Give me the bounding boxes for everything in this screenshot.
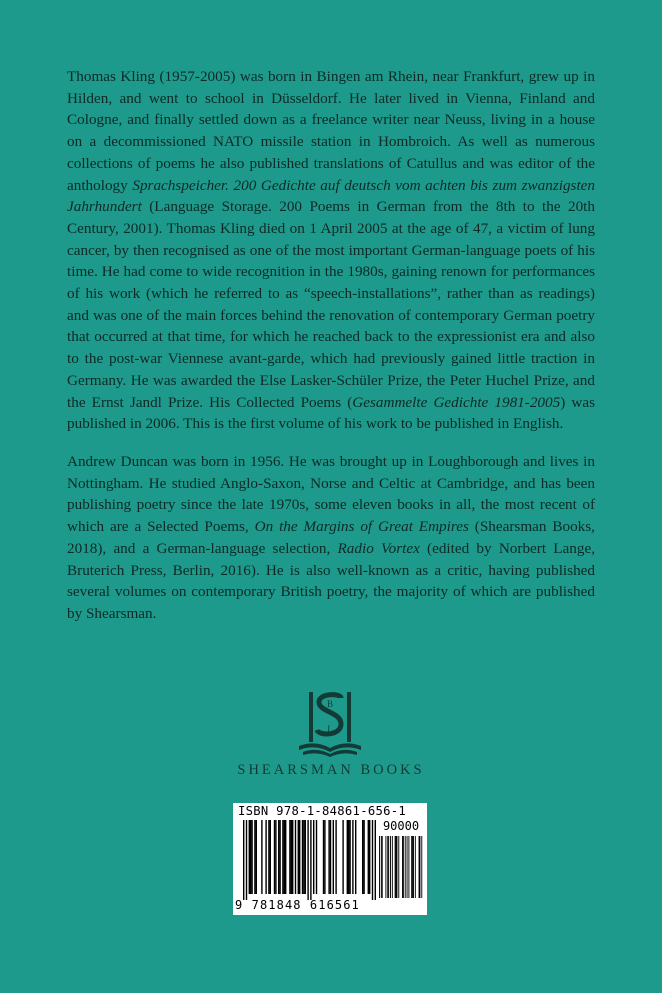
bio-italic-title: On the Margins of Great Empires: [254, 518, 469, 536]
bio-text: (edited by Norbert Lange, Bruterich Press, Berlin, 2016). He is also well-known as a critic, having published several volumes on contemporary British poetry, the majority of which are published by Shearsman.: [67, 539, 596, 622]
barcode-bar: [295, 820, 296, 894]
barcode-bar: [270, 820, 271, 894]
bio-text: Andrew Duncan was born in 1956. He was brought up in Loughborough and lives in Nottingham. He studied Anglo-Saxon, Norse and Celtic at Cambridge, and has been publishing poetry since the late 1970s, some eleven books in all, the most recent of which are a Selected Poems,: [67, 453, 595, 536]
barcode-bar: [243, 820, 244, 900]
barcode-bar: [395, 836, 396, 898]
barcode-bar: [285, 820, 286, 894]
barcode-bar: [369, 820, 370, 894]
barcode-bar: [392, 836, 393, 898]
barcode-bar: [352, 820, 353, 894]
barcode-bar: [274, 820, 275, 894]
bio-italic-title: Gesammelte Gedichte 1981-2005: [352, 393, 561, 411]
barcode-bar: [403, 836, 404, 898]
barcode-bar: [275, 820, 276, 894]
barcode-bar: [415, 836, 416, 898]
barcode-bar: [265, 820, 266, 894]
barcode-bar: [396, 836, 397, 898]
logo-letter-top: B: [326, 699, 334, 709]
barcode-bar: [307, 820, 308, 900]
barcode-bar: [349, 820, 350, 894]
barcode-bar: [313, 820, 314, 894]
barcode-bar: [250, 820, 251, 894]
isbn-text: ISBN 978-1-84861-656-1: [238, 804, 407, 818]
barcode-bar: [347, 820, 348, 894]
barcode-bar: [298, 820, 299, 894]
barcode-bar: [278, 820, 279, 894]
barcode-bar: [408, 836, 409, 898]
bio-text: ) was published in 2006. This is the first volume of his work to be published in English.: [67, 393, 595, 433]
bio-text: (Language Storage. 200 Poems in German from the 8th to the 20th Century, 2001). Thomas Kling died on 1 April 2005 at the age of 47, a victim of lung cancer, by then recognised as one of the most important German-language poets of his time. He had come to wide recognition in the 1980s, gaining renown for performances of his work (which he referred to as “speech-installations”, rather than as readings) and was one of the main forces behind the renovation of contemporary German poetry that occurred at that time, for which he reached back to the expressionist era and also to the post-war Viennese avant-garde, which had previously gained little traction in Germany. He was awarded the Else Lasker-Schüler Prize, the Peter Huchel Prize, and the Ernst Jandl Prize. His Collected Poems (: [67, 198, 595, 411]
barcode-bar: [261, 820, 262, 894]
barcode-bar: [305, 820, 306, 894]
barcode-bar: [291, 820, 292, 894]
barcode-bar: [411, 836, 412, 898]
publisher-name: SHEARSMAN BOOKS: [237, 762, 425, 778]
bio-text: Thomas Kling (1957-2005) was born in Bingen am Rhein, near Frankfurt, grew up in Hilden, and went to school in Düsseldorf. He later lived in Vienna, Finland and Cologne, and finally settled down as a freelance writer near Neuss, living in a house on a decommissioned NATO missile station in Hombroich. As well as numerous collections of poems he also published translations of Catullus and was editor of the anthology: [67, 68, 595, 194]
barcode-bar: [249, 820, 250, 894]
barcode-bar: [328, 820, 329, 894]
addon-price-code: 90000: [382, 819, 420, 833]
isbn-barcode: [233, 803, 427, 915]
barcode-bar: [279, 820, 280, 894]
barcode-bar: [390, 836, 391, 898]
barcode-bar: [413, 836, 414, 898]
barcode-bar: [379, 836, 380, 898]
barcode-bar: [348, 820, 349, 894]
barcode-bar: [254, 820, 255, 894]
barcode-bar: [396, 836, 397, 898]
barcode-bar: [381, 836, 382, 898]
barcode-bar: [362, 820, 363, 894]
barcode-bar: [284, 820, 285, 894]
barcode-bar: [310, 820, 311, 900]
bio-italic-title: Sprachspeicher. 200 Gedichte auf deutsch vom achten bis zum zwanzigsten Jahrhundert: [67, 176, 596, 216]
barcode-bar: [335, 820, 336, 894]
barcode-bar: [246, 820, 247, 900]
barcode-bar: [368, 820, 369, 894]
barcode-bar: [419, 836, 420, 898]
barcode-bar: [282, 820, 283, 894]
barcode-bar: [289, 820, 290, 894]
barcode-bar: [405, 836, 406, 898]
publisher-logo-icon: [295, 690, 365, 758]
barcode-bar: [342, 820, 343, 894]
author-bio-thomas-kling: [67, 66, 595, 435]
barcode-bar: [316, 820, 317, 894]
barcode-bar: [407, 836, 408, 898]
barcode-bar: [412, 836, 413, 898]
ean-digits: 9 781848 616561: [235, 898, 360, 912]
barcode-bar: [256, 820, 257, 894]
bio-italic-title: Radio Vortex: [337, 539, 420, 557]
barcode-bar: [303, 820, 304, 894]
ean-barcode-bars: [243, 820, 377, 900]
barcode-bar: [292, 820, 293, 894]
barcode-bar: [323, 820, 324, 894]
barcode-bar: [363, 820, 364, 894]
barcode-bar: [421, 836, 422, 898]
barcode-bar: [299, 820, 300, 894]
barcode-bar: [388, 836, 389, 898]
barcode-bar: [372, 820, 373, 900]
barcode-bar: [398, 836, 399, 898]
addon-barcode-bars: [379, 836, 423, 898]
barcode-bar: [387, 836, 388, 898]
barcode-bar: [251, 820, 252, 894]
barcode-bar: [382, 836, 383, 898]
barcode-bar: [385, 836, 386, 898]
barcode-bar: [333, 820, 334, 894]
barcode-bar: [324, 820, 325, 894]
barcode-bar: [330, 820, 331, 894]
barcode-bar: [402, 836, 403, 898]
barcode-bar: [375, 820, 376, 900]
barcode-bar: [302, 820, 303, 894]
barcode-bar: [355, 820, 356, 894]
barcode-bar: [268, 820, 269, 894]
translator-bio-andrew-duncan: [67, 451, 595, 625]
barcode-bar: [419, 836, 420, 898]
logo-letter-bottom: L: [327, 724, 333, 734]
bio-text: (Shearsman Books, 2018), and a German-language selection,: [67, 518, 595, 557]
